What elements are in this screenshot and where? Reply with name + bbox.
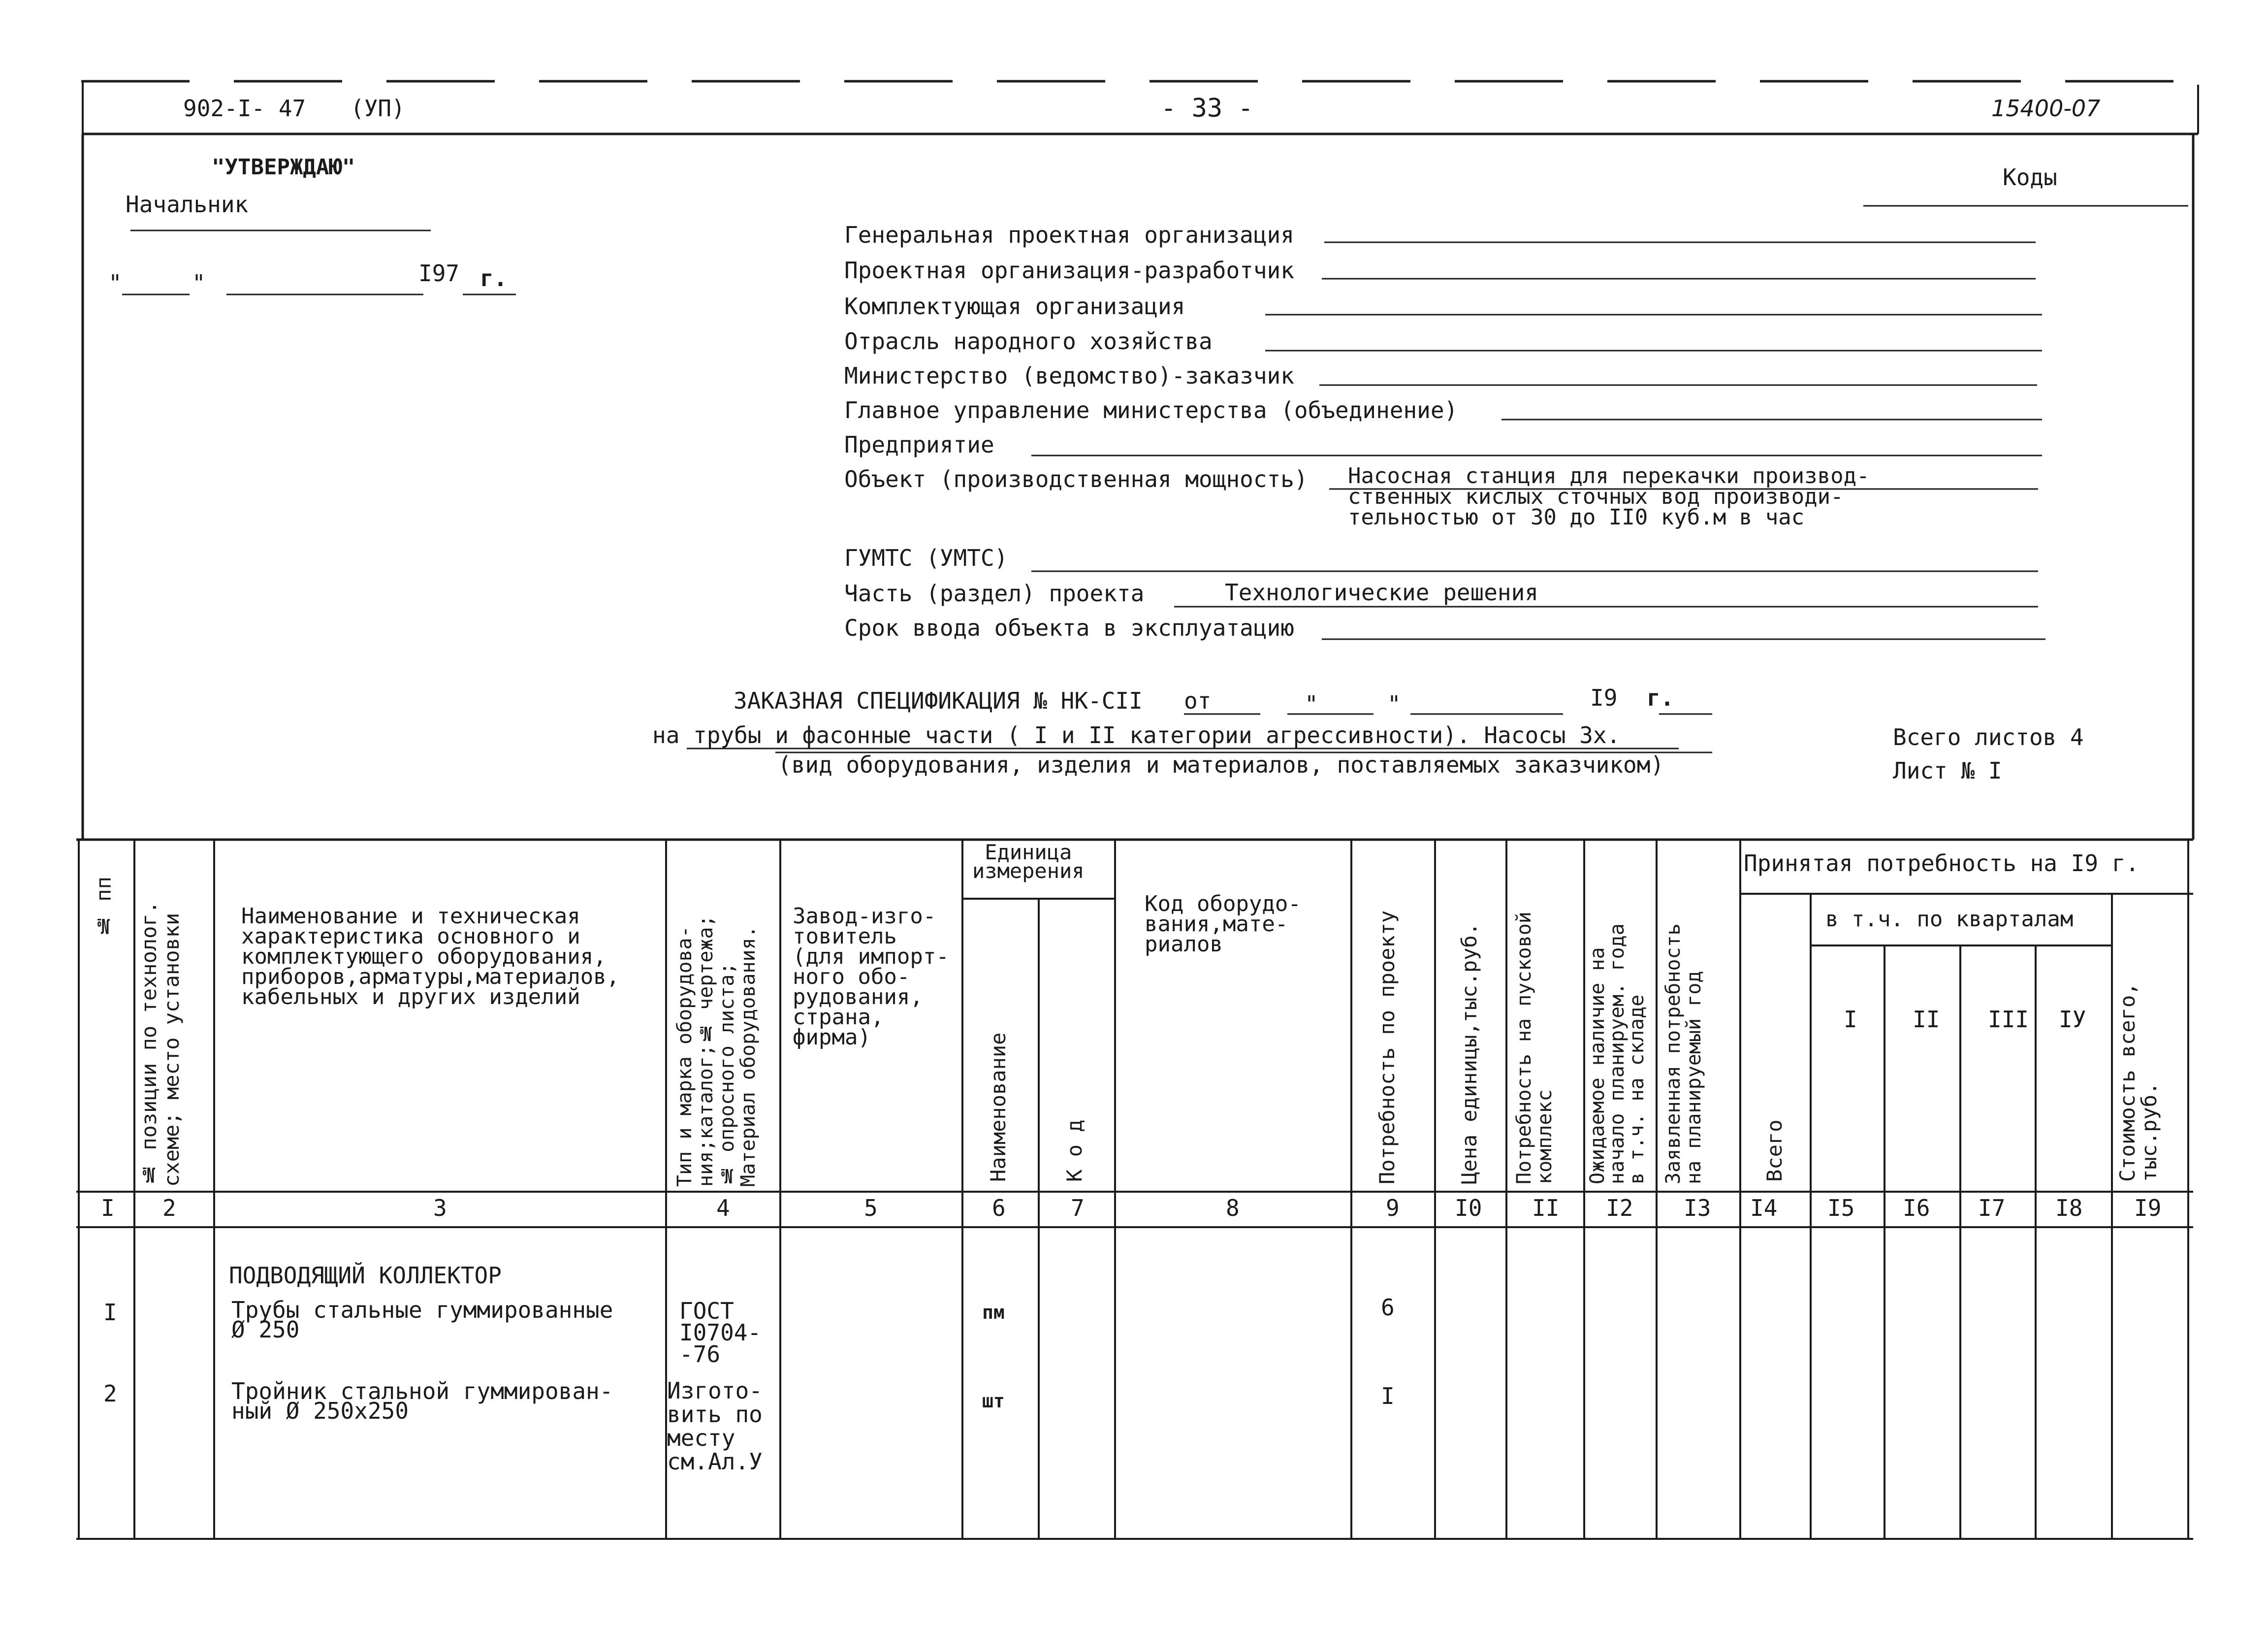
col-number: 4	[716, 1195, 730, 1221]
header-unit-group: Единица измерения	[972, 840, 1085, 883]
section-title: ПОДВОДЯЩИЙ КОЛЛЕКТОР	[229, 1262, 502, 1289]
header-quarters-group: в т.ч. по кварталам	[1825, 907, 2074, 932]
approval-stamp: "УТВЕРЖДАЮ"	[212, 155, 355, 180]
header-unit-name: Наименование	[986, 1032, 1010, 1182]
row-qty: 6	[1381, 1294, 1395, 1321]
codes-label: Коды	[2003, 164, 2057, 191]
header-quarter-2: II	[1913, 1006, 1940, 1033]
approval-quote-close: "	[192, 270, 206, 296]
col-number: I9	[2134, 1195, 2162, 1221]
col-number: I0	[1455, 1195, 1482, 1221]
row-name: Тройник стальной гуммирован- ный Ø 250х250	[231, 1378, 613, 1424]
page-number: - 33 -	[1161, 94, 1253, 123]
row-type: Изгото- вить по месту см.Ал.У	[667, 1377, 763, 1475]
spec-title: ЗАКАЗНАЯ СПЕЦИФИКАЦИЯ № НК-СII	[734, 687, 1143, 714]
row-type: ГОСТ I0704- -76	[679, 1298, 762, 1368]
archive-number: 15400-07	[1991, 95, 2101, 122]
spec-year: I9	[1590, 684, 1618, 711]
header-startup-need: Потребность на пусковой комплекс	[1513, 912, 1556, 1184]
header-quarter-1: I	[1844, 1006, 1857, 1033]
field-enterprise: Предприятие	[844, 431, 994, 458]
col-number: I2	[1606, 1195, 1633, 1221]
row-number: 2	[103, 1380, 117, 1407]
col-number: 3	[433, 1195, 447, 1221]
spec-year-suffix: г.	[1647, 684, 1674, 711]
field-project-part-value: Технологические решения	[1225, 579, 1538, 606]
field-supplier-org: Комплектующая организация	[844, 293, 1185, 320]
col-number: I	[101, 1195, 115, 1221]
doc-code: 902-I- 47	[183, 95, 306, 122]
header-equipment-code: Код оборудо- вания,мате- риалов	[1145, 891, 1301, 957]
col-number: 5	[864, 1195, 878, 1221]
col-number: I5	[1827, 1195, 1855, 1221]
col-number: 2	[162, 1195, 176, 1221]
field-industry: Отрасль народного хозяйства	[844, 328, 1213, 355]
header-type-mark: Тип и марка оборудова- ния;каталог;№ чертежа; № опросного листа; Материал оборудования.	[673, 915, 760, 1187]
spec-note: (вид оборудования, изделия и материалов, поставляемых заказчиком)	[778, 751, 1664, 778]
col-number: I3	[1684, 1195, 1711, 1221]
header-cost: Стоимость всего, тыс.руб.	[2115, 982, 2161, 1182]
field-project-part: Часть (раздел) проекта	[844, 580, 1145, 607]
header-unit-code: К о д	[1062, 1119, 1086, 1182]
header-expected-stock: Ожидаемое наличие на начало планируем. года в т.ч. на складе	[1586, 923, 1648, 1184]
col-number: I8	[2055, 1195, 2083, 1221]
header-total: Всего	[1762, 1119, 1787, 1182]
approval-chief: Начальник	[126, 191, 249, 218]
approval-year-suffix: г.	[480, 265, 508, 292]
col-number: 9	[1386, 1195, 1400, 1221]
col-number: 6	[992, 1195, 1006, 1221]
field-object: Объект (производственная мощность)	[844, 466, 1308, 492]
col-number: II	[1532, 1195, 1560, 1221]
spec-quote-open: "	[1305, 691, 1318, 717]
row-qty: I	[1381, 1383, 1395, 1409]
approval-quote-open: "	[108, 270, 122, 296]
field-gumts: ГУМТС (УМТС)	[844, 545, 1008, 571]
header-quarter-3: III	[1988, 1006, 2029, 1033]
spec-from: от	[1184, 687, 1212, 714]
field-main-department: Главное управление министерства (объединение)	[844, 397, 1458, 423]
field-object-value: Насосная станция для перекачки производ- ственных кислых сточных вод производи- тельностью от 30 до II0 куб.м в час	[1348, 463, 1870, 530]
approval-year: I97	[418, 260, 460, 287]
header-row-number: № пп	[92, 877, 116, 938]
spec-subtitle: на трубы и фасонные части ( I и II категории агрессивности). Насосы 3х.	[652, 722, 1621, 749]
header-quarter-4: IУ	[2059, 1006, 2086, 1033]
spec-total-sheets: Всего листов 4	[1893, 724, 2084, 750]
spec-quote-close: "	[1387, 691, 1401, 717]
col-number: 7	[1071, 1195, 1085, 1221]
field-general-org: Генеральная проектная организация	[844, 222, 1294, 248]
header-position: № позиции по технолог. схеме; место установки	[137, 901, 184, 1187]
row-number: I	[103, 1299, 117, 1326]
header-accepted-group: Принятая потребность на I9 г.	[1744, 850, 2140, 877]
field-commission-date: Срок ввода объекта в эксплуатацию	[844, 615, 1294, 641]
col-number: I6	[1903, 1195, 1930, 1221]
row-name: Трубы стальные гуммированные Ø 250	[231, 1297, 613, 1343]
header-manufacturer: Завод-изго- товитель (для импорт- ного обо- рудования, страна, фирма)	[793, 904, 949, 1050]
header-project-need: Потребность по проекту	[1375, 910, 1399, 1184]
field-developer-org: Проектная организация-разработчик	[844, 257, 1294, 284]
header-declared-need: Заявленная потребность на планируемый год	[1662, 923, 1705, 1184]
doc-suffix: (УП)	[351, 95, 405, 122]
field-ministry: Министерство (ведомство)-заказчик	[844, 362, 1294, 389]
header-unit-price: Цена единицы,тыс.руб.	[1457, 922, 1481, 1184]
col-number: I7	[1978, 1195, 2006, 1221]
col-number: 8	[1226, 1195, 1240, 1221]
row-unit: пм	[982, 1302, 1005, 1323]
row-unit: шт	[982, 1390, 1005, 1412]
spec-sheet: Лист № I	[1893, 757, 2002, 784]
col-number: I4	[1750, 1195, 1778, 1221]
header-name: Наименование и техническая характеристика основного и комплектующего оборудования, приборов,арматуры,материалов, кабельных и других изделий	[241, 904, 620, 1009]
